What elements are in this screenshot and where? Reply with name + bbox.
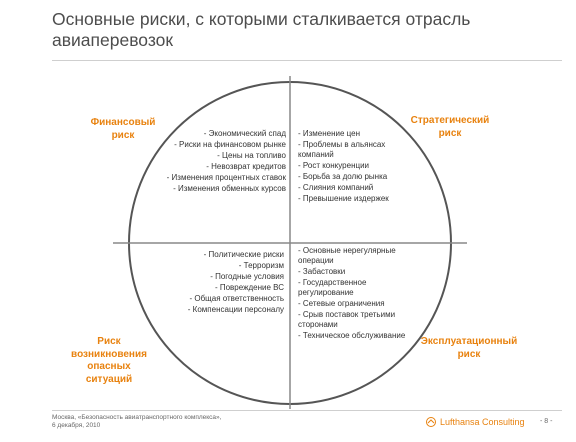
list-item: - Слияния компаний [298, 183, 374, 192]
list-item: - Цены на топливо [217, 151, 286, 160]
strategic-risk-label: Стратегический риск [410, 115, 490, 139]
list-item: - Невозврат кредитов [206, 162, 286, 171]
list-item: - Борьба за долю рынка [298, 172, 388, 181]
list-item: - Изменения процентных ставок [166, 173, 286, 182]
operational-risk-label: Эксплуатационный риск [420, 336, 518, 360]
list-item: - Изменения обменных курсов [173, 184, 286, 193]
list-item: - Превышение издержек [298, 194, 389, 203]
list-item: - Основные нерегулярные операции [298, 246, 396, 265]
strategic-risk-list [298, 129, 418, 205]
financial-risk-list [166, 129, 286, 195]
list-item: - Проблемы в альянсах компаний [298, 140, 386, 159]
crane-icon [426, 417, 436, 427]
footer-line: Москва, «Безопасность авиатранспортного комплекса», [52, 414, 222, 421]
list-item: - Изменение цен [298, 129, 361, 138]
page-number: - 8 - [540, 418, 553, 425]
list-item: - Техническое обслуживание [298, 331, 406, 340]
footer-caption [52, 414, 282, 430]
hazard-risk-list [160, 250, 284, 316]
page-title: Основные риски, с которыми сталкивается отрасль авиаперевозок [52, 9, 471, 50]
list-item: - Повреждение ВС [214, 283, 284, 292]
logo-text: Lufthansa Consulting [440, 417, 525, 427]
list-item: - Срыв поставок третьими сторонами [298, 310, 396, 329]
list-item: - Рост конкуренции [298, 161, 369, 170]
list-item: - Сетевые ограничения [298, 299, 385, 308]
footer-divider [52, 410, 562, 411]
list-item: - Компенсации персоналу [187, 305, 284, 314]
financial-risk-label: Финансовый риск [90, 117, 156, 141]
footer-line: 6 декабря, 2010 [52, 422, 101, 429]
list-item: - Риски на финансовом рынке [174, 140, 286, 149]
hazard-risk-label: Риск возникновения опасных ситуаций [71, 336, 147, 385]
list-item: - Погодные условия [210, 272, 284, 281]
operational-risk-list [298, 246, 423, 342]
list-item: - Общая ответственность [189, 294, 284, 303]
list-item: - Забастовки [298, 267, 346, 276]
list-item: - Государственное регулирование [298, 278, 367, 297]
list-item: - Политические риски [203, 250, 284, 259]
list-item: - Экономический спад [203, 129, 286, 138]
list-item: - Терроризм [238, 261, 284, 270]
company-logo [426, 417, 525, 427]
